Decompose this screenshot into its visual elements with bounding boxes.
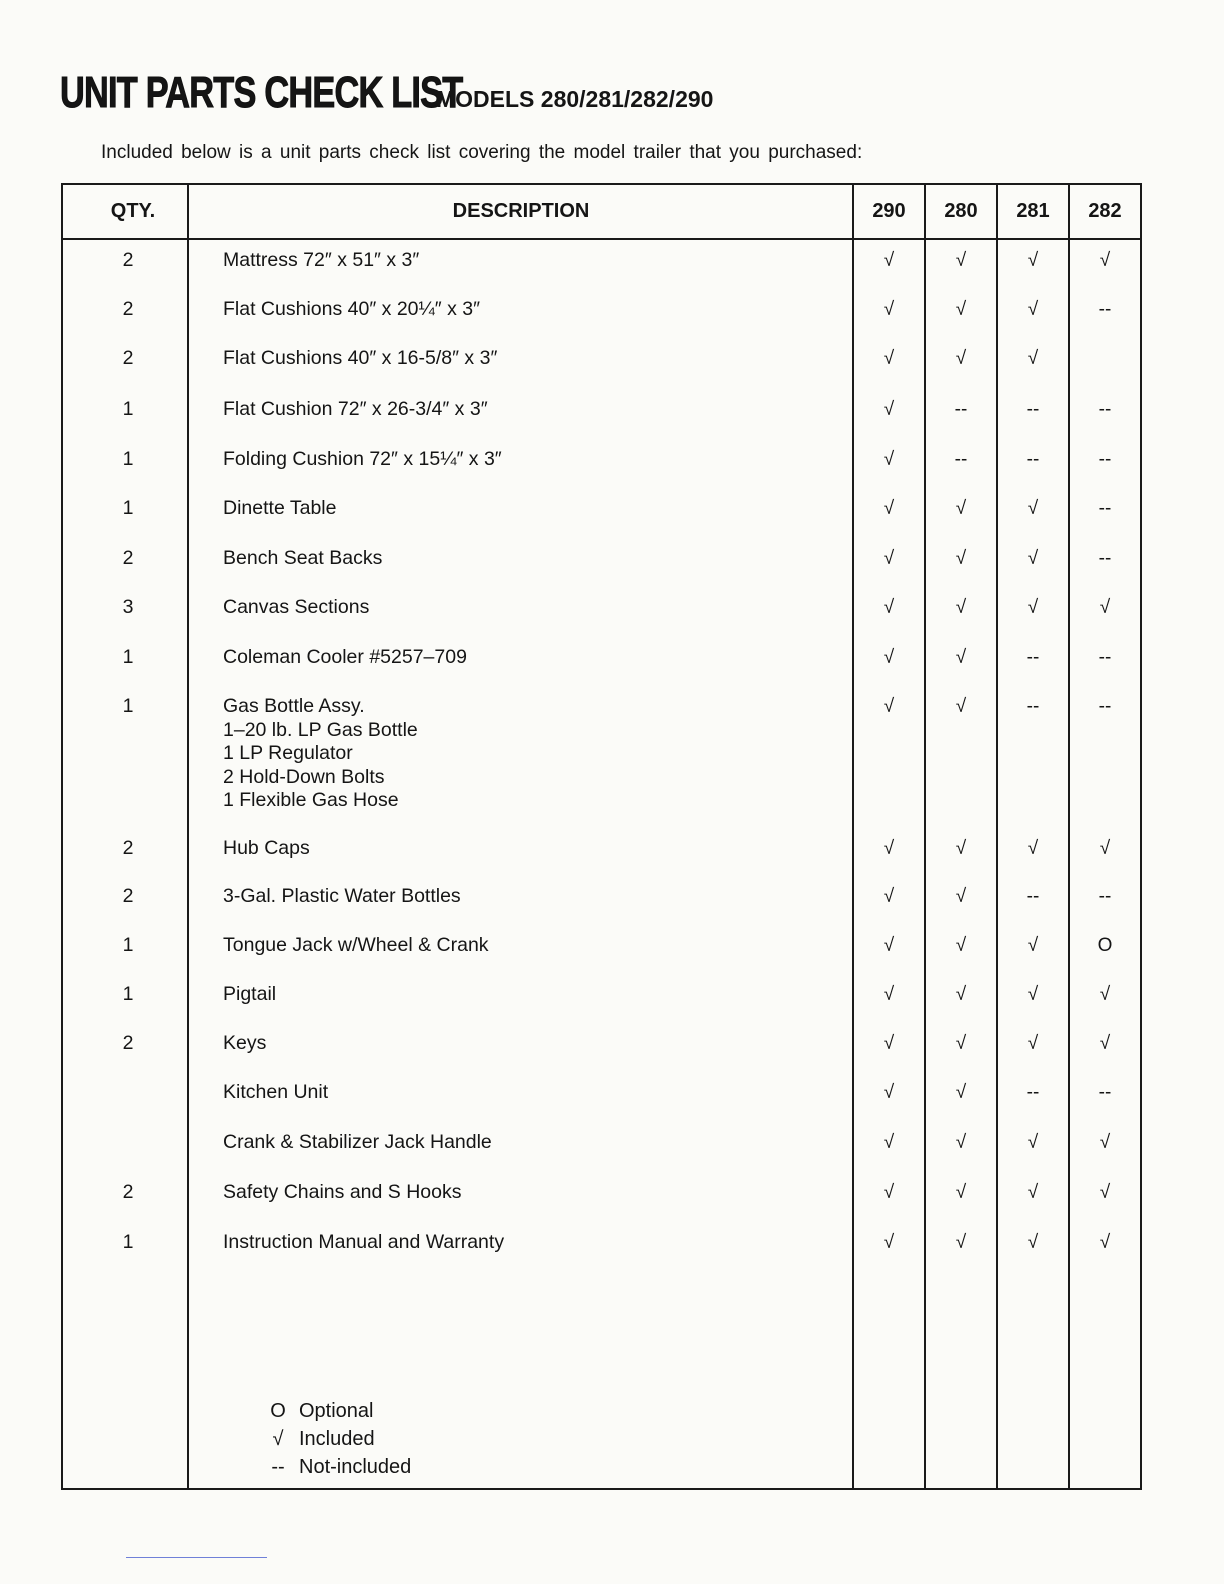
page-title-block: [60, 68, 714, 118]
model-281-mark: √: [1027, 1033, 1039, 1054]
model-280-mark: √: [955, 548, 967, 569]
legend-item-included: [263, 1425, 411, 1453]
model-280-mark: √: [955, 1182, 967, 1203]
qty-cell: 1: [122, 448, 134, 470]
description-cell: [223, 1081, 843, 1105]
description-cell: [223, 837, 843, 861]
model-282-mark: --: [1098, 548, 1112, 569]
legend: [263, 1397, 411, 1481]
model-280-mark: √: [955, 696, 967, 717]
description-line: Dinette Table: [223, 497, 337, 519]
description-line: Safety Chains and S Hooks: [223, 1181, 462, 1203]
legend-label: Included: [299, 1428, 375, 1450]
qty-cell: 1: [122, 934, 134, 956]
qty-cell: 2: [122, 837, 134, 859]
description-line: Hub Caps: [223, 837, 310, 859]
model-282-mark: √: [1099, 1182, 1111, 1203]
model-280-mark: √: [955, 1082, 967, 1103]
model-290-mark: √: [883, 696, 895, 717]
model-281-mark: √: [1027, 299, 1039, 320]
description-line: Flat Cushions 40″ x 20¼″ x 3″: [223, 298, 481, 320]
model-280-mark: √: [955, 1033, 967, 1054]
legend-label: Optional: [299, 1400, 374, 1422]
description-cell: [223, 448, 843, 472]
model-290-mark: √: [883, 348, 895, 369]
model-281-mark: √: [1027, 498, 1039, 519]
model-282-mark: --: [1098, 1082, 1112, 1103]
description-cell: [223, 398, 843, 422]
model-290-mark: √: [883, 984, 895, 1005]
model-282-mark: √: [1099, 250, 1111, 271]
description-line: Flat Cushion 72″ x 26-3/4″ x 3″: [223, 398, 488, 420]
model-290-mark: √: [883, 597, 895, 618]
model-280-mark: --: [954, 399, 968, 420]
model-290-mark: √: [883, 449, 895, 470]
model-280-mark: √: [955, 838, 967, 859]
description-cell: [223, 547, 843, 571]
model-281-mark: √: [1027, 1182, 1039, 1203]
description-line: Bench Seat Backs: [223, 547, 383, 569]
qty-cell: 1: [122, 646, 134, 668]
footer-rule: [126, 1557, 267, 1558]
description-line: Kitchen Unit: [223, 1081, 329, 1103]
model-281-mark: √: [1027, 1132, 1039, 1153]
header-model-281: 281: [1016, 200, 1050, 222]
model-281-mark: √: [1027, 597, 1039, 618]
description-line: Pigtail: [223, 983, 277, 1005]
model-281-mark: √: [1027, 348, 1039, 369]
model-280-mark: --: [954, 449, 968, 470]
description-cell: [223, 646, 843, 670]
description-line: Keys: [223, 1032, 267, 1054]
legend-item-optional: [263, 1397, 411, 1425]
model-290-mark: √: [883, 548, 895, 569]
model-282-mark: --: [1098, 886, 1112, 907]
description-line: 2 Hold-Down Bolts: [223, 765, 385, 788]
qty-cell: 1: [122, 983, 134, 1005]
model-280-mark: √: [955, 886, 967, 907]
qty-cell: 2: [122, 1181, 134, 1203]
qty-cell: 2: [122, 1032, 134, 1054]
parts-table: [61, 183, 1142, 1490]
model-281-mark: √: [1027, 1232, 1039, 1253]
model-281-mark: --: [1026, 886, 1040, 907]
description-line: Canvas Sections: [223, 596, 370, 618]
description-cell: [223, 347, 843, 371]
description-cell: [223, 983, 843, 1007]
description-line: Instruction Manual and Warranty: [223, 1231, 505, 1253]
models-subtitle: MODELS 280/281/282/290: [436, 86, 714, 112]
model-282-mark: --: [1098, 696, 1112, 717]
model-280-mark: √: [955, 1132, 967, 1153]
model-281-mark: √: [1027, 548, 1039, 569]
description-cell: [223, 1181, 843, 1205]
model-281-mark: --: [1026, 449, 1040, 470]
description-cell: [223, 596, 843, 620]
description-cell: [223, 298, 843, 322]
description-line: Tongue Jack w/Wheel & Crank: [223, 934, 489, 956]
model-281-mark: √: [1027, 250, 1039, 271]
description-line: Crank & Stabilizer Jack Handle: [223, 1131, 492, 1153]
description-line: 1 Flexible Gas Hose: [223, 789, 399, 811]
qty-cell: 1: [122, 695, 134, 717]
model-290-mark: √: [883, 1182, 895, 1203]
header-model-280: 280: [944, 200, 978, 222]
model-281-mark: --: [1026, 399, 1040, 420]
model-290-mark: √: [883, 1232, 895, 1253]
header-qty: QTY.: [110, 200, 156, 222]
description-line: 1–20 lb. LP Gas Bottle: [223, 718, 418, 741]
model-282-mark: --: [1098, 498, 1112, 519]
model-282-mark: O: [1097, 935, 1113, 956]
model-280-mark: √: [955, 597, 967, 618]
model-282-mark: --: [1098, 399, 1112, 420]
model-282-mark: √: [1099, 597, 1111, 618]
model-280-mark: √: [955, 984, 967, 1005]
description-line: 3-Gal. Plastic Water Bottles: [223, 885, 461, 907]
model-290-mark: √: [883, 886, 895, 907]
qty-cell: 2: [122, 547, 134, 569]
model-282-mark: --: [1098, 299, 1112, 320]
model-290-mark: √: [883, 1082, 895, 1103]
model-281-mark: --: [1026, 1082, 1040, 1103]
model-290-mark: √: [883, 935, 895, 956]
model-280-mark: √: [955, 498, 967, 519]
qty-cell: 1: [122, 497, 134, 519]
legend-item-not-included: [263, 1453, 411, 1481]
model-281-mark: √: [1027, 935, 1039, 956]
page-title: UNIT PARTS CHECK LIST: [60, 68, 463, 117]
header-divider: [63, 238, 1140, 240]
description-line: Flat Cushions 40″ x 16-5/8″ x 3″: [223, 347, 498, 369]
description-cell: [223, 497, 843, 521]
qty-cell: 3: [122, 596, 134, 618]
qty-cell: 2: [122, 885, 134, 907]
description-line: Folding Cushion 72″ x 15¼″ x 3″: [223, 448, 502, 470]
header-description: DESCRIPTION: [452, 200, 590, 222]
header-model-282: 282: [1088, 200, 1122, 222]
legend-symbol: --: [271, 1456, 285, 1478]
model-290-mark: √: [883, 498, 895, 519]
description-line: 1 LP Regulator: [223, 742, 353, 764]
qty-cell: 1: [122, 1231, 134, 1253]
model-281-mark: --: [1026, 696, 1040, 717]
model-282-mark: --: [1098, 647, 1112, 668]
model-280-mark: √: [955, 935, 967, 956]
model-280-mark: √: [955, 250, 967, 271]
header-model-290: 290: [872, 200, 906, 222]
intro-text: Included below is a unit parts check list covering the model trailer that you purchased:: [101, 142, 863, 163]
description-line: Coleman Cooler #5257–709: [223, 646, 467, 668]
description-cell: [223, 934, 843, 958]
model-281-mark: √: [1027, 984, 1039, 1005]
model-282-mark: √: [1099, 1132, 1111, 1153]
model-282-mark: √: [1099, 1232, 1111, 1253]
model-290-mark: √: [883, 838, 895, 859]
model-280-mark: √: [955, 647, 967, 668]
model-290-mark: √: [883, 1132, 895, 1153]
legend-symbol: O: [270, 1400, 286, 1422]
model-290-mark: √: [883, 647, 895, 668]
description-cell: [223, 695, 843, 813]
model-280-mark: √: [955, 1232, 967, 1253]
legend-label: Not-included: [299, 1456, 412, 1478]
legend-symbol: √: [272, 1428, 284, 1450]
model-282-mark: --: [1098, 449, 1112, 470]
model-282-mark: √: [1099, 838, 1111, 859]
model-281-mark: --: [1026, 647, 1040, 668]
model-282-mark: √: [1099, 984, 1111, 1005]
qty-cell: 2: [122, 298, 134, 320]
description-cell: [223, 1131, 843, 1155]
model-290-mark: √: [883, 399, 895, 420]
model-290-mark: √: [883, 299, 895, 320]
qty-cell: 2: [122, 347, 134, 369]
description-line: Mattress 72″ x 51″ x 3″: [223, 249, 420, 271]
description-cell: [223, 885, 843, 909]
model-290-mark: √: [883, 1033, 895, 1054]
qty-cell: 1: [122, 398, 134, 420]
model-282-mark: √: [1099, 1033, 1111, 1054]
description-cell: [223, 249, 843, 273]
model-281-mark: √: [1027, 838, 1039, 859]
description-cell: [223, 1032, 843, 1056]
model-280-mark: √: [955, 348, 967, 369]
model-290-mark: √: [883, 250, 895, 271]
model-280-mark: √: [955, 299, 967, 320]
description-line: Gas Bottle Assy.: [223, 695, 365, 717]
description-cell: [223, 1231, 843, 1255]
qty-cell: 2: [122, 249, 134, 271]
